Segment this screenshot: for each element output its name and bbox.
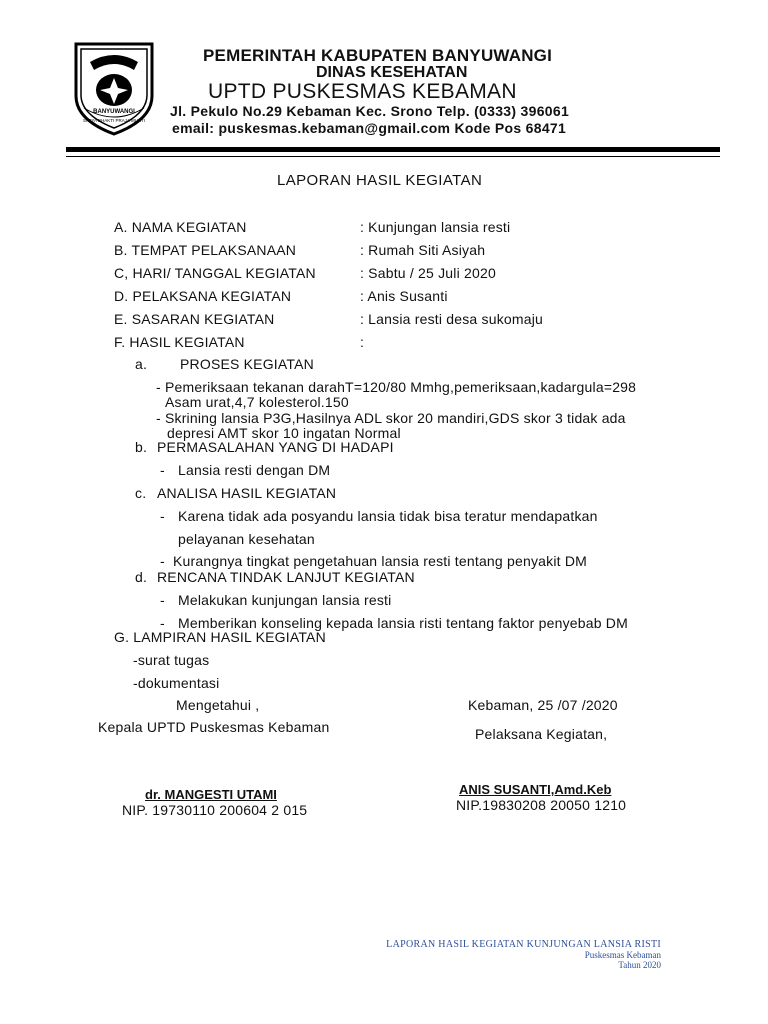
section-heading: PERMASALAHAN YANG DI HADAPI	[157, 439, 394, 455]
signatory-name: dr. MANGESTI UTAMI	[145, 787, 277, 802]
page-footer	[386, 939, 661, 970]
section-marker: b.	[135, 439, 148, 455]
field-value: : Anis Susanti	[360, 288, 448, 304]
header-address: Jl. Pekulo No.29 Kebaman Kec. Srono Telp. (0333) 396061	[170, 103, 570, 119]
header-department: DINAS KESEHATAN	[316, 64, 468, 81]
section-heading: G. LAMPIRAN HASIL KEGIATAN	[114, 629, 326, 645]
field-label: B. TEMPAT PELAKSANAAN	[114, 242, 297, 258]
field-value: :	[360, 334, 365, 350]
field-label: C, HARI/ TANGGAL KEGIATAN	[114, 265, 316, 281]
list-item-continuation: pelayanan kesehatan	[178, 531, 315, 547]
list-item: -surat tugas	[133, 652, 210, 668]
field-value: : Kunjungan lansia resti	[360, 219, 511, 235]
list-bullet: -	[160, 592, 165, 608]
logo-ribbon-top: BANYUWANGI	[93, 109, 135, 115]
letterhead-rule-thin	[66, 156, 720, 157]
signatory-position: Kepala UPTD Puskesmas Kebaman	[98, 719, 330, 735]
section-heading: ANALISA HASIL KEGIATAN	[157, 485, 337, 501]
proses-line: - Skrining lansia P3G,Hasilnya ADL skor 20 mandiri,GDS skor 3 tidak ada	[156, 410, 626, 426]
list-item: -dokumentasi	[133, 675, 220, 691]
list-bullet: -	[160, 462, 165, 478]
signatory-nip: NIP.19830208 20050 1210	[456, 797, 627, 813]
section-marker: d.	[135, 569, 148, 585]
field-value: : Sabtu / 25 Juli 2020	[360, 265, 496, 281]
footer-title: LAPORAN HASIL KEGIATAN KUNJUNGAN LANSIA RISTI	[386, 939, 661, 950]
field-value: : Rumah Siti Asiyah	[360, 242, 486, 258]
list-item: Karena tidak ada posyandu lansia tidak bisa teratur mendapatkan	[178, 508, 598, 524]
header-government: PEMERINTAH KABUPATEN BANYUWANGI	[203, 46, 553, 65]
signing-date: Kebaman, 25 /07 /2020	[468, 697, 618, 713]
field-label: A. NAMA KEGIATAN	[114, 219, 247, 235]
document-title: LAPORAN HASIL KEGIATAN	[277, 172, 483, 189]
footer-year: Tahun 2020	[618, 960, 661, 970]
signatory-position: Pelaksana Kegiatan,	[475, 726, 608, 742]
letterhead-rule-thick	[66, 147, 720, 152]
header-email: email: puskesmas.kebaman@gmail.com Kode Pos 68471	[172, 120, 567, 136]
list-item: Lansia resti dengan DM	[178, 462, 331, 478]
section-heading: PROSES KEGIATAN	[180, 356, 314, 372]
list-item: Kurangnya tingkat pengetahuan lansia resti tentang penyakit DM	[173, 553, 587, 569]
section-marker: a.	[135, 356, 148, 372]
list-bullet: -	[160, 615, 165, 631]
header-institution: UPTD PUSKESMAS KEBAMAN	[208, 80, 517, 103]
list-bullet: -	[160, 508, 165, 524]
field-label: F. HASIL KEGIATAN	[114, 334, 245, 350]
list-bullet: -	[160, 553, 165, 569]
signatory-nip: NIP. 19730110 200604 2 015	[122, 802, 308, 818]
section-heading: RENCANA TINDAK LANJUT KEGIATAN	[157, 569, 415, 585]
field-value: : Lansia resti desa sukomaju	[360, 311, 544, 327]
proses-line: depresi AMT skor 10 ingatan Normal	[167, 425, 401, 441]
list-item: Melakukan kunjungan lansia resti	[178, 592, 392, 608]
field-label: E. SASARAN KEGIATAN	[114, 311, 275, 327]
acknowledgement-text: Mengetahui ,	[176, 697, 260, 713]
proses-line: - Pemeriksaan tekanan darahT=120/80 Mmhg,pemeriksaan,kadargula=298	[156, 379, 637, 395]
section-marker: c.	[135, 485, 147, 501]
logo-ribbon-bottom: SATYA BHAKTI PRAJA MUKTI	[82, 118, 146, 123]
footer-institution: Puskesmas Kebaman	[584, 950, 661, 960]
field-label: D. PELAKSANA KEGIATAN	[114, 288, 292, 304]
signatory-name: ANIS SUSANTI,Amd.Keb	[459, 782, 612, 797]
regency-logo	[70, 38, 158, 138]
list-item: Memberikan konseling kepada lansia risti tentang faktor penyebab DM	[178, 615, 628, 631]
proses-line: Asam urat,4,7 kolesterol.150	[165, 394, 349, 410]
